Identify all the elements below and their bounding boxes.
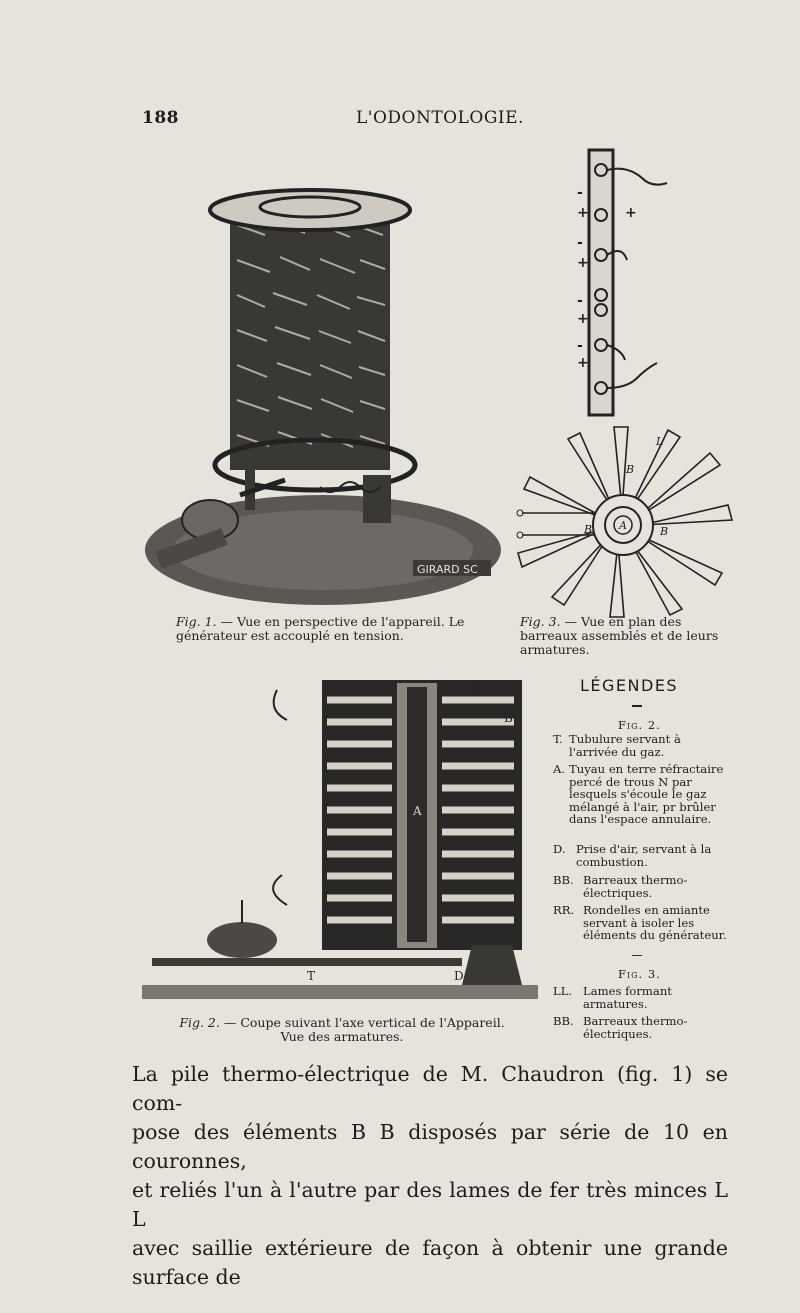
strip-sign: -	[577, 185, 583, 201]
section-letter: T	[307, 969, 316, 983]
plan-letter: L	[656, 435, 664, 448]
legend-text: Barreaux thermo-électriques.	[583, 873, 688, 900]
figure-1-illustration	[145, 175, 505, 615]
legend-text: Tubulure servant à l'arrivée du gaz.	[569, 732, 681, 759]
body-line: La pile thermo-électrique de M. Chaudron (fig. 1) se com-	[132, 1062, 728, 1115]
figure-3-label: Fig. 3.	[520, 614, 561, 629]
strip-sign: -	[577, 338, 583, 354]
legend-text: Lames formant armatures.	[583, 984, 672, 1011]
strip-sign: -	[577, 293, 583, 309]
figure-3-plan	[510, 425, 740, 620]
plan-letter: A	[619, 519, 627, 532]
figure-2-caption-text: — Coupe suivant l'axe vertical de l'Appareil. Vue des armatures.	[223, 1015, 505, 1044]
figure-2-section	[142, 675, 542, 1010]
section-letter: A	[413, 804, 422, 818]
legend-key: D.	[553, 842, 566, 856]
strip-sign: +	[577, 355, 589, 371]
figure-1-caption	[176, 615, 481, 643]
legend-key: RR.	[553, 903, 575, 917]
strip-sign: +	[577, 205, 589, 221]
legend-fig3-heading: Fig. 3.	[618, 967, 661, 981]
body-line: pose des éléments B B disposés par série de 10 en couronnes,	[132, 1120, 728, 1173]
legend-text: Prise d'air, servant à la combustion.	[576, 842, 712, 869]
figure-3-caption	[520, 615, 738, 657]
strip-sign: +	[577, 255, 589, 271]
plan-letter: B	[626, 463, 635, 476]
strip-sign: +	[577, 311, 589, 327]
plan-letter: B	[584, 523, 593, 536]
legend-key: T.	[553, 732, 563, 746]
legend-separator	[632, 955, 642, 956]
figure-2-label: Fig. 2.	[179, 1015, 220, 1030]
body-line: avec saillie extérieure de façon à obtenir une grande surface de	[132, 1236, 728, 1289]
figure-2-caption	[172, 1016, 512, 1044]
legend-text: Tuyau en terre réfractaire percé de trous N par lesquels s'écoule le gaz mélangé à l'air, pr brûler dans l'espace annulaire.	[569, 762, 724, 827]
figure-1-caption-text: — Vue en perspective de l'appareil. Le générateur est accouplé en tension.	[176, 614, 465, 643]
body-paragraph	[132, 1060, 728, 1292]
figure-3-caption-text: — Vue en plan des barreaux assemblés et de leurs armatures.	[520, 614, 719, 657]
legend-key: BB.	[553, 873, 574, 887]
body-line: et reliés l'un à l'autre par des lames de fer très minces L L	[132, 1178, 728, 1231]
strip-sign: -	[577, 235, 583, 251]
legend-key: BB.	[553, 1014, 574, 1028]
section-letter: B	[504, 711, 513, 725]
section-letter: R	[470, 680, 480, 694]
legend-key: A.	[553, 762, 566, 776]
figure-3-strip	[565, 145, 680, 420]
legend-fig2-heading: Fig. 2.	[618, 718, 661, 732]
legend-key: LL.	[553, 984, 573, 998]
engraver-signature: GIRARD SC	[417, 563, 478, 576]
strip-sign: +	[625, 205, 637, 221]
legend-title: LÉGENDES	[580, 676, 679, 695]
running-title: L'ODONTOLOGIE.	[356, 108, 524, 128]
plan-letter: B	[660, 525, 669, 538]
legend-rule	[632, 705, 642, 707]
section-letter: D	[454, 969, 464, 983]
figure-1-label: Fig. 1.	[176, 614, 217, 629]
page-number: 188	[142, 108, 179, 128]
legend-text: Barreaux thermo-électriques.	[583, 1014, 688, 1041]
legend-text: Rondelles en amiante servant à isoler les éléments du générateur.	[583, 903, 727, 943]
